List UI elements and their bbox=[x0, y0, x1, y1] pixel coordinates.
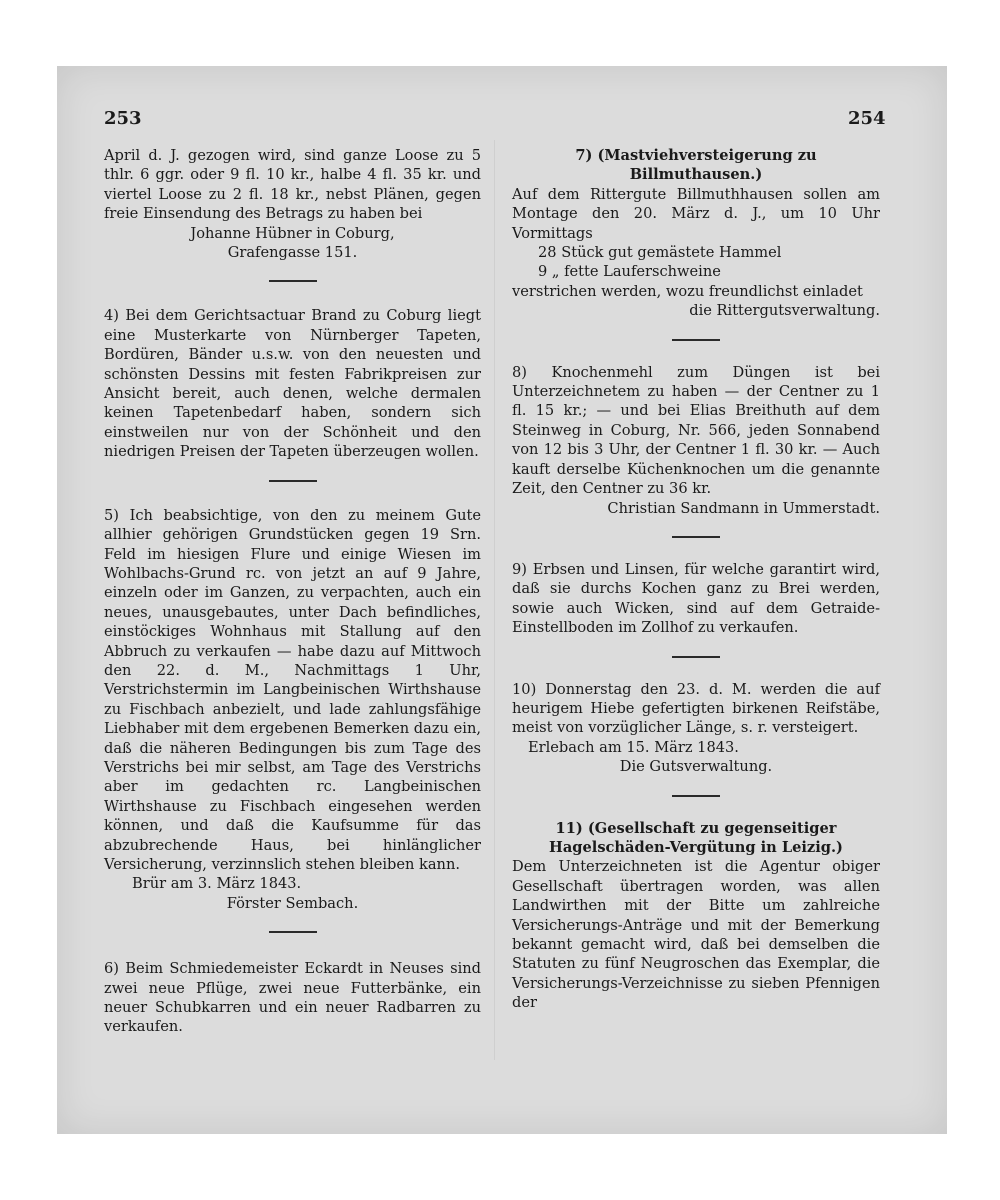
notice-5-date: Brür am 3. März 1843. bbox=[132, 875, 302, 893]
notice-11: Dem Unterzeichneten ist die Agentur obiger Gesellschaft übertragen worden, was allen Landwirthen mit der Bitte um zahlreiche Versicherungs-Anträge und mit der Bemerkung bekannt gemacht wird, daß bei demselben die Statuten zu fünf Neugroschen das Exemplar, die Versicherungs-Verzeichnisse zu sieben Pfennigen der bbox=[512, 858, 880, 1012]
section-divider bbox=[269, 280, 317, 282]
notice-7-item-schweine: 9 „ fette Lauferschweine bbox=[538, 263, 721, 281]
notice-7-signature: die Rittergutsverwaltung. bbox=[689, 302, 880, 320]
notice-10: 10) Donnerstag den 23. d. M. werden die auf heurigem Hiebe gefertigten birkenen Reifstäbe, meist von vorzüglicher Länge, s. r. versteigert. bbox=[512, 680, 880, 737]
notice-8-signature: Christian Sandmann in Ummerstadt. bbox=[607, 499, 880, 517]
notice-7-item-hammel: 28 Stück gut gemästete Hammel bbox=[538, 244, 782, 262]
notice-7: Auf dem Rittergute Billmuthhausen sollen am Montage den 20. März d. J., um 10 Uhr Vormittags bbox=[512, 185, 880, 242]
notice-4: 4) Bei dem Gerichtsactuar Brand zu Coburg liegt eine Musterkarte von Nürnberger Tapeten, Bordüren, Bänder u.s.w. von den neuesten und schönsten Dessins mit festen Fabrikpreisen zur Ansicht bereit, auch denen, welche dermalen keinen Tapetenbedarf haben, sondern sich einstweilen nur von der Schönheit und den niedrigen Preisen der Tapeten überzeugen wollen. bbox=[104, 307, 481, 461]
notice-11-title: 11) (Gesellschaft zu gegenseitiger Hagelschäden-Vergütung in Leizig.) bbox=[549, 819, 843, 856]
notice-10-date: Erlebach am 15. März 1843. bbox=[528, 738, 739, 756]
section-divider bbox=[672, 339, 720, 341]
notice-9: 9) Erbsen und Linsen, für welche garantirt wird, daß sie durchs Kochen ganz zu Brei werden, sowie auch Wicken, sind auf dem Getraide-Einstellboden im Zollhof zu verkaufen. bbox=[512, 560, 880, 637]
notice-5: 5) Ich beabsichtige, von den zu meinem Gute allhier gehörigen Grundstücken gegen 19 Srn. Feld im hiesigen Flure und einige Wiesen im Wohlbachs-Grund rc. von jetzt an auf 9 Jahre, einzeln oder im Ganzen, zu verpachten, auch ein neues, unausgebautes, unter Dach befindliches, einstöckiges Wohnhaus mit Stallung auf den Abbruch zu verkaufen — habe dazu auf Mittwoch den 22. d. M., Nachmittags 1 Uhr, Verstrichstermin im Langbeinischen Wirthshause zu Fischbach anbezielt, und lade zahlungsfähige Liebhaber mit dem ergebenen Bemerken dazu ein, daß die näheren Bedingungen bis zum Tage des Verstrichs bei mir selbst, am Tage des Verstrichs aber im gedachten rc. Langbeinischen Wirthshause zu Fischbach eingesehen werden können, und daß die Kaufsumme für das abzubrechende Haus, bei hinlänglicher Versicherung, verzinnslich stehen bleiben kann. bbox=[104, 506, 481, 873]
intro-signature-name: Johanne Hübner in Coburg, bbox=[190, 224, 395, 242]
page-number-left: 253 bbox=[104, 108, 142, 129]
intro-signature-address: Grafengasse 151. bbox=[227, 244, 358, 262]
page-number-right: 254 bbox=[848, 108, 886, 129]
notice-8: 8) Knochenmehl zum Düngen ist bei Unterzeichnetem zu haben — der Centner zu 1 fl. 15 kr.; — und bei Elias Breithuth auf dem Steinweg in Coburg, Nr. 566, jeden Sonnabend von 12 bis 3 Uhr, der Centner 1 fl. 30 kr. — Auch kauft derselbe Küchenknochen um die genannte Zeit, den Centner zu 36 kr. bbox=[512, 363, 880, 498]
left-column bbox=[104, 146, 481, 1037]
notice-6: 6) Beim Schmiedemeister Eckardt in Neuses sind zwei neue Pflüge, zwei neue Futterbänke, ein neuer Schubkarren und ein neuer Radbarren zu verkaufen. bbox=[104, 960, 481, 1036]
column-gutter bbox=[494, 140, 495, 1060]
section-divider bbox=[672, 656, 720, 658]
section-divider bbox=[269, 931, 317, 933]
notice-7-invitation: verstrichen werden, wozu freundlichst einladet bbox=[512, 282, 863, 300]
notice-5-signature: Förster Sembach. bbox=[226, 894, 359, 912]
notice-10-signature: Die Gutsverwaltung. bbox=[619, 758, 773, 776]
section-divider bbox=[672, 795, 720, 797]
right-column bbox=[512, 146, 880, 1013]
section-divider bbox=[672, 536, 720, 538]
section-divider bbox=[269, 480, 317, 482]
notice-7-title: 7) (Mastviehversteigerung zu Billmuthausen.) bbox=[575, 147, 817, 184]
intro-paragraph: April d. J. gezogen wird, sind ganze Loose zu 5 thlr. 6 ggr. oder 9 fl. 10 kr., halbe 4 fl. 35 kr. und viertel Loose zu 2 fl. 18 kr., nebst Plänen, gegen freie Einsendung des Betrags zu haben bei bbox=[104, 147, 481, 223]
